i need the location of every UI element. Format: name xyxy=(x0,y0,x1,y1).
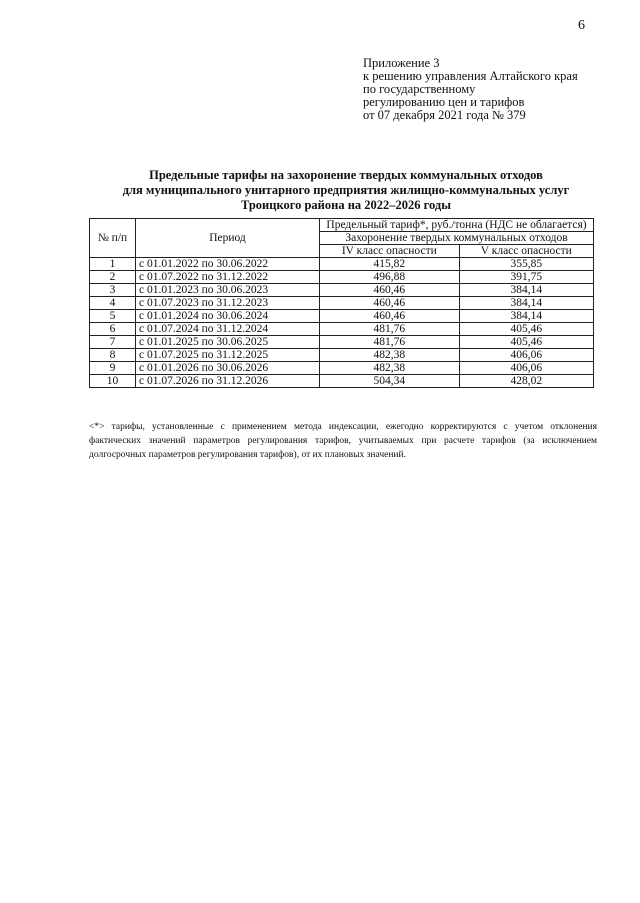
row-class-4-value: 460,46 xyxy=(320,310,460,323)
tariff-table xyxy=(89,218,594,388)
row-class-5-value: 384,14 xyxy=(459,310,593,323)
row-class-5-value: 391,75 xyxy=(459,271,593,284)
row-class-4-value: 496,88 xyxy=(320,271,460,284)
header-subgroup: Захоронение твердых коммунальных отходов xyxy=(320,232,594,245)
title-line: для муниципального унитарного предприятия жилищно-коммунальных услуг xyxy=(122,183,570,197)
row-period: с 01.01.2023 по 30.06.2023 xyxy=(136,284,320,297)
row-num: 9 xyxy=(90,362,136,375)
table-body xyxy=(90,258,594,388)
table-row xyxy=(90,297,594,310)
row-class-5-value: 406,06 xyxy=(459,362,593,375)
table-row xyxy=(90,375,594,388)
row-period: с 01.07.2023 по 31.12.2023 xyxy=(136,297,320,310)
row-num: 8 xyxy=(90,349,136,362)
table-row xyxy=(90,258,594,271)
row-period: с 01.01.2026 по 30.06.2026 xyxy=(136,362,320,375)
table-row xyxy=(90,336,594,349)
row-class-4-value: 481,76 xyxy=(320,336,460,349)
row-num: 3 xyxy=(90,284,136,297)
table-row xyxy=(90,284,594,297)
row-class-4-value: 460,46 xyxy=(320,284,460,297)
title-line: Троицкого района на 2022–2026 годы xyxy=(240,198,452,212)
appendix-line: по государственному xyxy=(363,82,476,96)
row-period: с 01.01.2025 по 30.06.2025 xyxy=(136,336,320,349)
row-num: 10 xyxy=(90,375,136,388)
appendix-line: регулированию цен и тарифов xyxy=(363,95,525,109)
header-row xyxy=(90,219,594,232)
row-class-5-value: 384,14 xyxy=(459,297,593,310)
row-class-5-value: 405,46 xyxy=(459,323,593,336)
appendix-line: к решению управления Алтайского края xyxy=(363,69,578,83)
table-row xyxy=(90,362,594,375)
row-num: 7 xyxy=(90,336,136,349)
header-tariff-group: Предельный тариф*, руб./тонна (НДС не облагается) xyxy=(320,219,594,232)
table-row xyxy=(90,323,594,336)
table-row xyxy=(90,271,594,284)
footnote: <*> тарифы, установленные с применением метода индексации, ежегодно корректируются с учетом отклонения фактических значений параметров регулирования тарифов, учитываемых при расчете тарифов (за исключением долгосрочных параметров регулирования тарифов), от их плановых значений. xyxy=(89,422,597,460)
row-class-4-value: 481,76 xyxy=(320,323,460,336)
document-title xyxy=(60,168,632,213)
table-row xyxy=(90,310,594,323)
table-row xyxy=(90,349,594,362)
row-class-4-value: 482,38 xyxy=(320,362,460,375)
header-period: Период xyxy=(136,219,320,258)
title-line: Предельные тарифы на захоронение твердых коммунальных отходов xyxy=(149,168,543,182)
header-class-4: IV класс опасности xyxy=(320,245,460,258)
appendix-line: от 07 декабря 2021 года № 379 xyxy=(363,108,526,122)
row-period: с 01.07.2026 по 31.12.2026 xyxy=(136,375,320,388)
row-period: с 01.07.2022 по 31.12.2022 xyxy=(136,271,320,284)
page-number: 6 xyxy=(578,18,585,33)
row-period: с 01.07.2025 по 31.12.2025 xyxy=(136,349,320,362)
row-class-4-value: 504,34 xyxy=(320,375,460,388)
appendix-line: Приложение 3 xyxy=(363,56,440,70)
row-class-5-value: 428,02 xyxy=(459,375,593,388)
row-num: 5 xyxy=(90,310,136,323)
row-class-4-value: 482,38 xyxy=(320,349,460,362)
row-period: с 01.07.2024 по 31.12.2024 xyxy=(136,323,320,336)
row-num: 2 xyxy=(90,271,136,284)
table-header xyxy=(90,219,594,258)
row-period: с 01.01.2022 по 30.06.2022 xyxy=(136,258,320,271)
row-period: с 01.01.2024 по 30.06.2024 xyxy=(136,310,320,323)
row-class-5-value: 406,06 xyxy=(459,349,593,362)
appendix-block xyxy=(363,57,578,122)
row-class-5-value: 355,85 xyxy=(459,258,593,271)
row-class-5-value: 384,14 xyxy=(459,284,593,297)
header-class-5: V класс опасности xyxy=(459,245,593,258)
row-class-5-value: 405,46 xyxy=(459,336,593,349)
row-num: 6 xyxy=(90,323,136,336)
header-num: № п/п xyxy=(90,219,136,258)
row-num: 1 xyxy=(90,258,136,271)
row-class-4-value: 460,46 xyxy=(320,297,460,310)
row-num: 4 xyxy=(90,297,136,310)
row-class-4-value: 415,82 xyxy=(320,258,460,271)
